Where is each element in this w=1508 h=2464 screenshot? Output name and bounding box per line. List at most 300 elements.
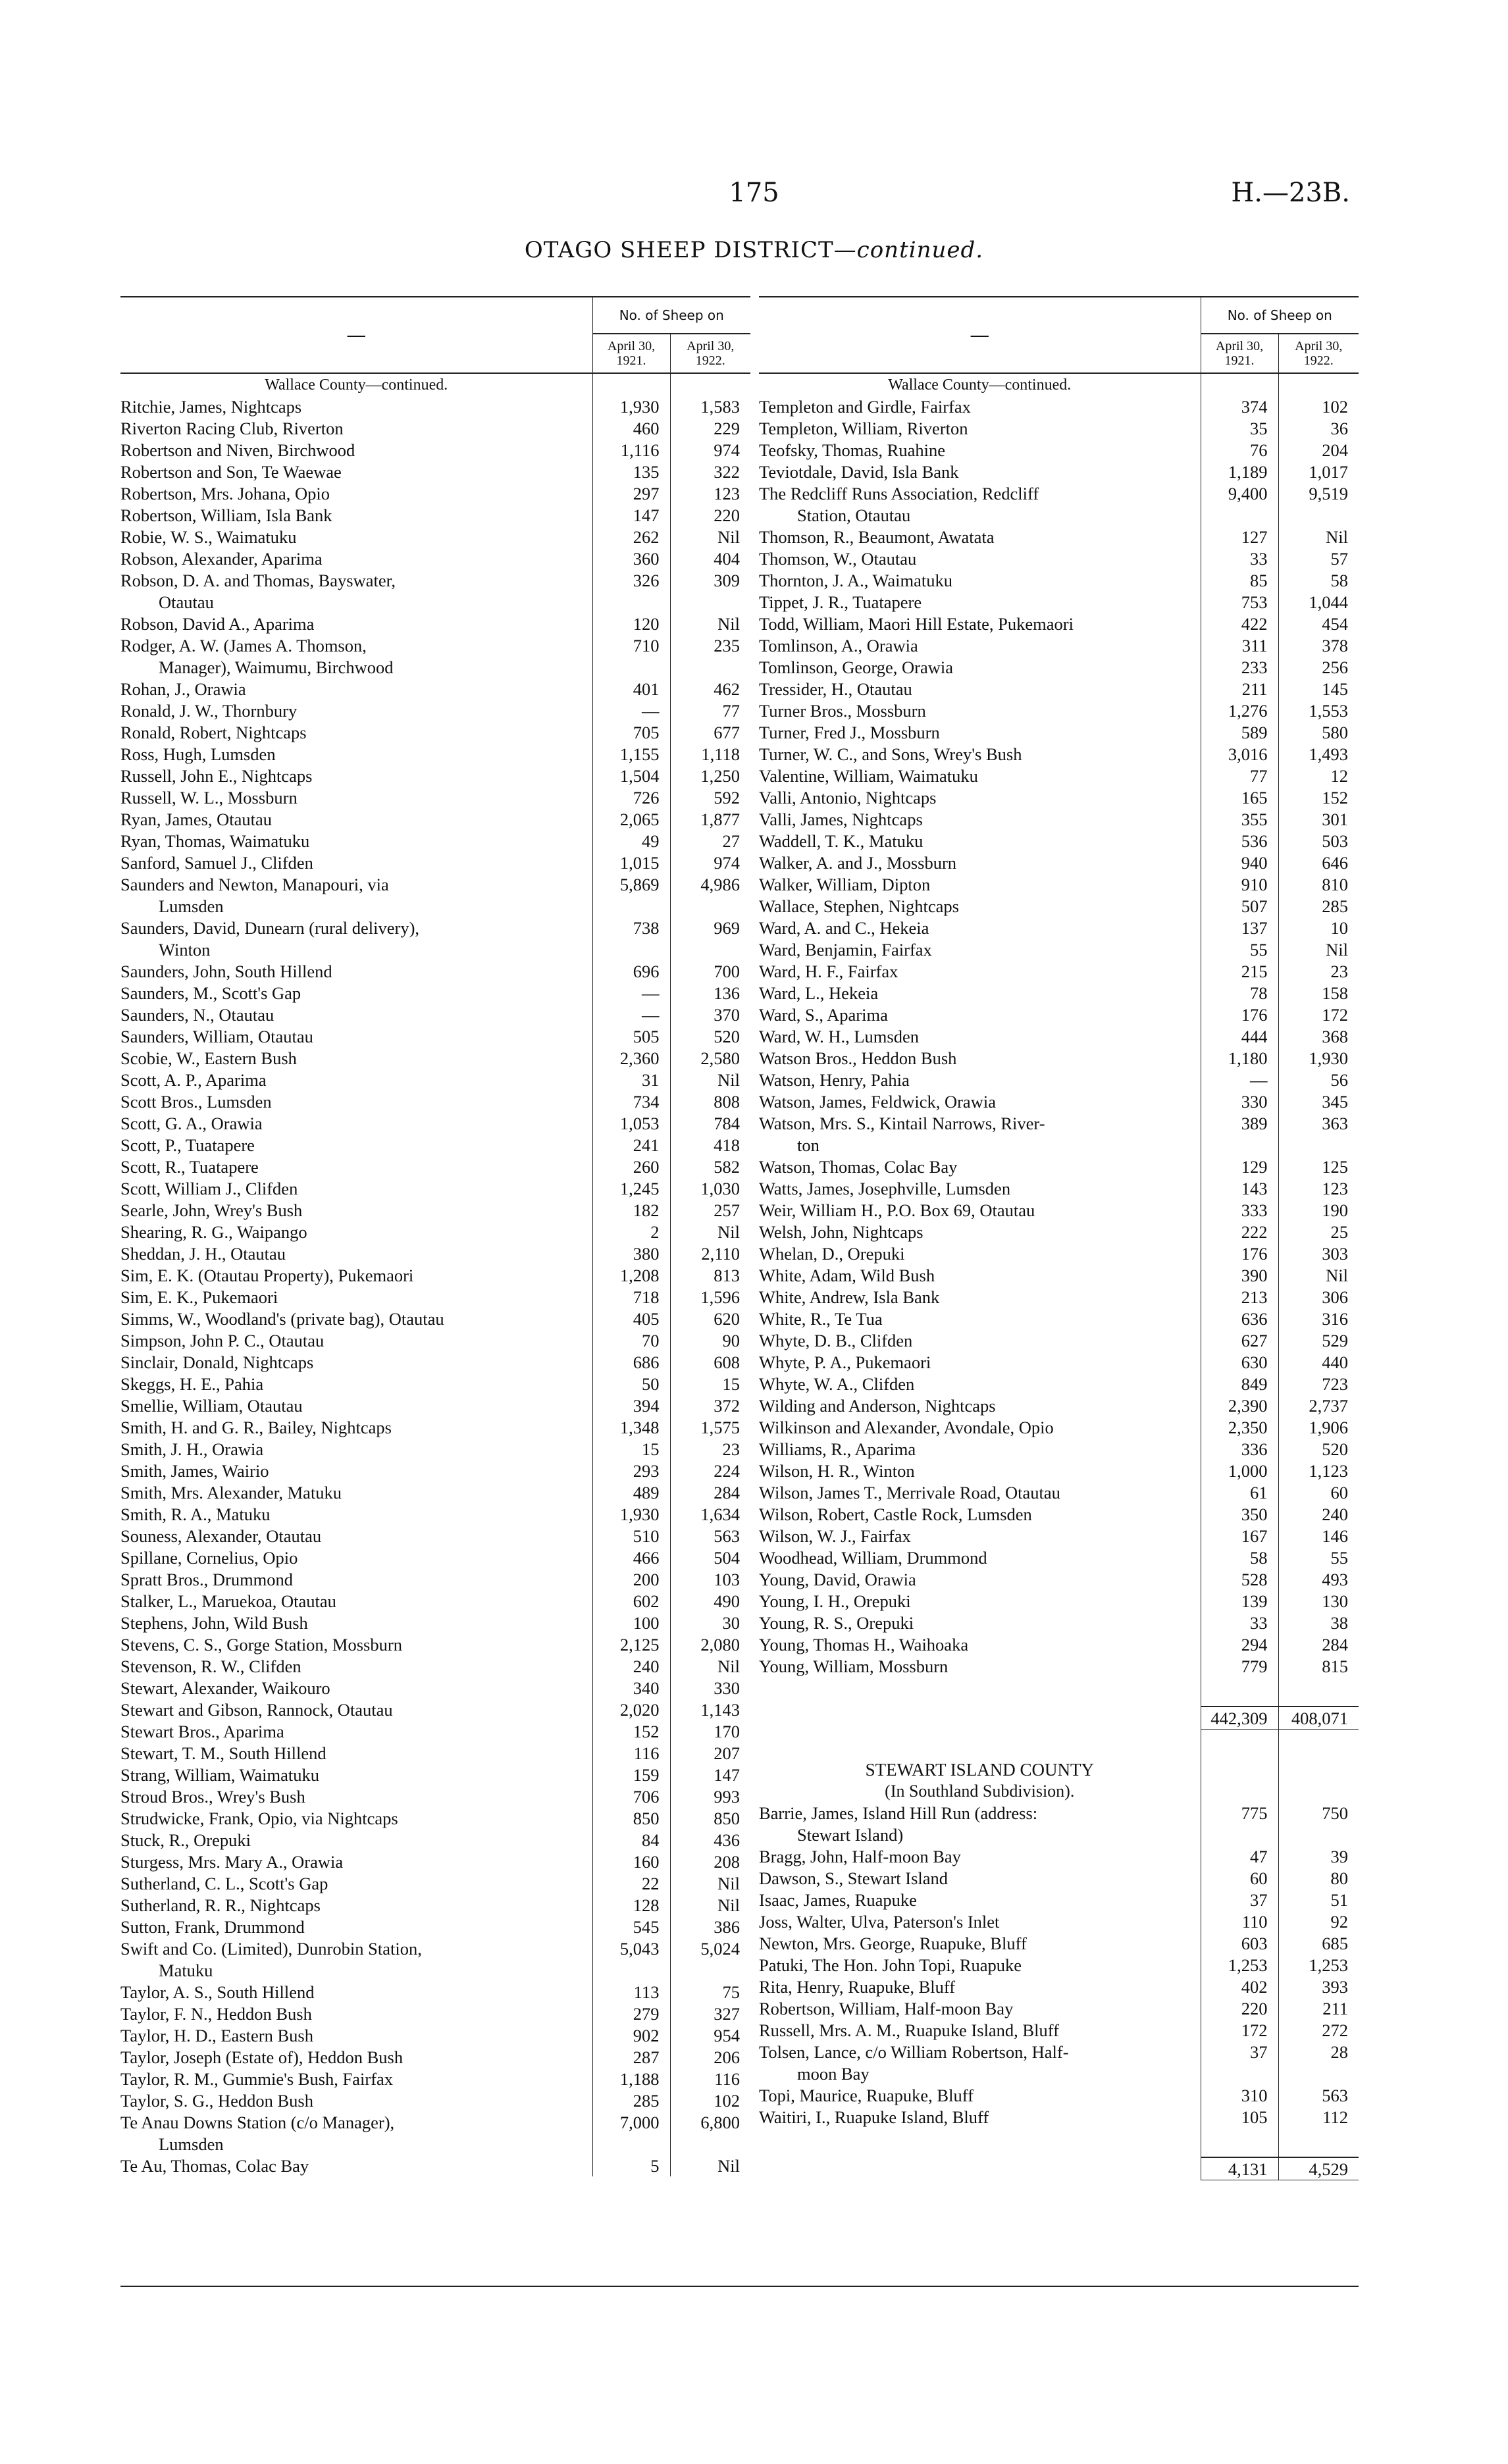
entry-name: Robertson, Mrs. Johana, Opio: [120, 483, 330, 503]
table-row: [759, 1329, 1359, 1351]
entry-name: Tressider, H., Otautau: [759, 679, 912, 699]
entry-name: [759, 1824, 1201, 1845]
sheep-1922: 700: [670, 960, 750, 982]
entry-name: Valli, Antonio, Nightcaps: [759, 787, 937, 808]
entry-name: Watson Bros., Heddon Bush: [759, 1048, 957, 1068]
section-heading-row: [759, 373, 1359, 396]
sheep-1921: 330: [1201, 1091, 1278, 1112]
entry-name: Barrie, James, Island Hill Run (address:: [759, 1803, 1038, 1823]
entry-name-continuation: Matuku: [159, 1960, 213, 1980]
table-row: [120, 1134, 750, 1156]
sheep-1922: 330: [670, 1677, 750, 1699]
table-row: [759, 1221, 1359, 1243]
entry-name: Sim, E. K., Pukemaori: [120, 1287, 278, 1307]
table-row: [120, 1872, 750, 1894]
table-row: [120, 2024, 750, 2046]
entry-name: Valentine, William, Waimatuku: [759, 765, 978, 786]
sheep-1921: 3,016: [1201, 743, 1278, 765]
sheep-1922: 9,519: [1278, 482, 1359, 504]
sheep-1922: [1278, 1730, 1359, 1759]
sheep-1921: 105: [1201, 2106, 1278, 2128]
table-row: [120, 765, 750, 786]
sheep-1922: 685: [1278, 1932, 1359, 1954]
sheep-1922: 1,118: [670, 743, 750, 765]
sheep-1921: 159: [592, 1764, 670, 1785]
sheep-1922: 284: [1278, 1633, 1359, 1655]
sheep-1921: 147: [592, 504, 670, 526]
entry-name: Riverton Racing Club, Riverton: [120, 418, 344, 438]
sheep-1921: 1,504: [592, 765, 670, 786]
table-row: [759, 396, 1359, 417]
entry-name: Young, R. S., Orepuki: [759, 1612, 914, 1633]
sheep-1922: 30: [670, 1612, 750, 1633]
entry-name: Skeggs, H. E., Pahia: [120, 1373, 264, 1394]
left-column: [120, 296, 750, 2176]
table-row: [120, 1438, 750, 1460]
entry-name: Ward, H. F., Fairfax: [759, 961, 898, 981]
sheep-1921: [1201, 373, 1278, 396]
entry-name: Taylor, F. N., Heddon Bush: [120, 2003, 312, 2024]
entry-name: Wilson, James T., Merrivale Road, Otautau: [759, 1482, 1060, 1502]
sheep-1921: —: [592, 982, 670, 1004]
entry-name: Souness, Alexander, Otautau: [120, 1526, 322, 1546]
sheep-1922: 25: [1278, 1221, 1359, 1243]
sheep-1922: 102: [670, 2090, 750, 2111]
sheep-1921: 152: [592, 1720, 670, 1742]
entry-name: Wilkinson and Alexander, Avondale, Opio: [759, 1417, 1054, 1437]
sheep-1921: 589: [1201, 721, 1278, 743]
sheep-1922: 306: [1278, 1286, 1359, 1308]
sheep-1921: —: [592, 1004, 670, 1025]
sheep-1922: 75: [670, 1981, 750, 2003]
entry-name: Sutherland, R. R., Nightcaps: [120, 1895, 321, 1915]
entry-name: White, Andrew, Isla Bank: [759, 1287, 940, 1307]
sheep-1922: 4,986: [670, 873, 750, 895]
sheep-1921: 135: [592, 461, 670, 482]
entry-name: Robson, Alexander, Aparima: [120, 548, 323, 569]
sheep-1922: 57: [1278, 548, 1359, 569]
entry-name-continuation: moon Bay: [797, 2063, 870, 2084]
sheep-1921: 143: [1201, 1177, 1278, 1199]
entry-name: Isaac, James, Ruapuke: [759, 1889, 917, 1910]
table-row: [120, 1785, 750, 1807]
sheep-1921: 128: [592, 1894, 670, 1916]
sheep-1922: Nil: [670, 1655, 750, 1677]
table-row: [759, 678, 1359, 700]
table-row: [759, 1373, 1359, 1395]
table-row: [120, 1112, 750, 1134]
sheep-1921: 100: [592, 1612, 670, 1633]
sheep-1921: 84: [592, 1829, 670, 1851]
sheep-1921: 2,020: [592, 1699, 670, 1720]
sheep-1922: 206: [670, 2046, 750, 2068]
entry-name: Scott Bros., Lumsden: [120, 1091, 272, 1112]
table-row: [759, 461, 1359, 482]
sheep-1921: 394: [592, 1395, 670, 1416]
sheep-1922: 1,017: [1278, 461, 1359, 482]
table-row: [759, 1134, 1359, 1156]
sheep-1921: 507: [1201, 895, 1278, 917]
entry-name: [120, 1959, 592, 1981]
sheep-1921: 545: [592, 1916, 670, 1938]
table-row: [759, 2019, 1359, 2041]
table-row: [120, 417, 750, 439]
entry-name: Scott, A. P., Aparima: [120, 1069, 267, 1090]
table-row: [120, 1742, 750, 1764]
col-1922-header: April 30, 1922.: [670, 334, 750, 373]
sheep-1921: 422: [1201, 613, 1278, 634]
entry-name: Waitiri, I., Ruapuke Island, Bluff: [759, 2107, 989, 2127]
sheep-1922: 370: [670, 1004, 750, 1025]
sheep-1921: 22: [592, 1872, 670, 1894]
sheep-1921: 718: [592, 1286, 670, 1308]
entry-name: Wallace County—continued.: [888, 376, 1072, 394]
table-row: [759, 656, 1359, 678]
table-row: [120, 1612, 750, 1633]
sheep-1921: 49: [592, 830, 670, 852]
sheep-1922: 580: [1278, 721, 1359, 743]
entry-name: Ward, Benjamin, Fairfax: [759, 939, 932, 960]
sheep-1921: 630: [1201, 1351, 1278, 1373]
sheep-1921: 405: [592, 1308, 670, 1329]
sheep-1921: 726: [592, 786, 670, 808]
table-row: [120, 1308, 750, 1329]
sheep-1921: [592, 895, 670, 917]
table-row: [759, 482, 1359, 504]
entry-name: The Redcliff Runs Association, Redcliff: [759, 483, 1039, 503]
sheep-1922: 1,906: [1278, 1416, 1359, 1438]
entry-name: Thomson, W., Otautau: [759, 548, 917, 569]
table-row: [120, 2155, 750, 2176]
sheep-1921: 110: [1201, 1911, 1278, 1932]
sheep-1921: —: [1201, 1069, 1278, 1091]
sheep-1922: 102: [1278, 396, 1359, 417]
entry-name: Tomlinson, A., Orawia: [759, 635, 918, 655]
sheep-1922: 38: [1278, 1612, 1359, 1633]
sheep-1921: 1,930: [592, 1503, 670, 1525]
spacer-row: [759, 1677, 1359, 1707]
sheep-1921: 2,360: [592, 1047, 670, 1069]
entry-name: Young, William, Mossburn: [759, 1656, 949, 1676]
sheep-1921: 686: [592, 1351, 670, 1373]
entry-name: Scott, R., Tuatapere: [120, 1156, 259, 1177]
table-row: [759, 786, 1359, 808]
table-row: [759, 439, 1359, 461]
sheep-1921: 211: [1201, 678, 1278, 700]
sheep-1922: 51: [1278, 1889, 1359, 1911]
spacer-row: [759, 2128, 1359, 2157]
table-row: [120, 1460, 750, 1481]
sheep-1921: 176: [1201, 1243, 1278, 1264]
sheep-1921: 31: [592, 1069, 670, 1091]
sheep-1922: [670, 373, 750, 396]
sheep-1922: 993: [670, 1785, 750, 1807]
table-row: [759, 526, 1359, 548]
sheep-1921: 311: [1201, 634, 1278, 656]
entry-name: Teviotdale, David, Isla Bank: [759, 461, 959, 482]
entry-name: Whyte, W. A., Clifden: [759, 1373, 915, 1394]
table-row: [120, 1004, 750, 1025]
entry-name: Welsh, John, Nightcaps: [759, 1221, 923, 1242]
table-row: [759, 1112, 1359, 1134]
entry-name: Robertson and Niven, Birchwood: [120, 440, 355, 460]
entry-name: Watson, Henry, Pahia: [759, 1069, 910, 1090]
entry-name: Ross, Hugh, Lumsden: [120, 744, 276, 764]
sheep-1922: Nil: [670, 1069, 750, 1091]
table-row: [759, 1976, 1359, 1997]
entry-name: Scobie, W., Eastern Bush: [120, 1048, 297, 1068]
sheep-1922: 563: [670, 1525, 750, 1547]
entry-name: Sinclair, Donald, Nightcaps: [120, 1352, 314, 1372]
sheep-1921: 285: [592, 2090, 670, 2111]
table-row: [759, 2084, 1359, 2106]
sheep-1921: 1,053: [592, 1112, 670, 1134]
sheep-1921: 47: [1201, 1845, 1278, 1867]
table-row: [759, 830, 1359, 852]
sheep-1922: 345: [1278, 1091, 1359, 1112]
table-row: [759, 1308, 1359, 1329]
sheep-1922: 80: [1278, 1867, 1359, 1889]
sheep-1922: 60: [1278, 1481, 1359, 1503]
table-row: [120, 396, 750, 417]
table-row: [120, 1221, 750, 1243]
table-row: [759, 1416, 1359, 1438]
sheep-1922: Nil: [1278, 526, 1359, 548]
right-table-body: [759, 373, 1359, 2180]
table-row: [120, 548, 750, 569]
table-row: [759, 1177, 1359, 1199]
table-row: [120, 504, 750, 526]
table-row: [120, 678, 750, 700]
entry-name: Turner, Fred J., Mossburn: [759, 722, 940, 742]
spacer-row: [759, 1730, 1359, 1759]
sheep-1922: 56: [1278, 1069, 1359, 1091]
table-row: [759, 700, 1359, 721]
sheep-1921: 1,155: [592, 743, 670, 765]
entry-name: Watson, Mrs. S., Kintail Narrows, River-: [759, 1113, 1045, 1133]
table-row: [120, 656, 750, 678]
table-row: [759, 1025, 1359, 1047]
sheep-1921: 636: [1201, 1308, 1278, 1329]
entry-name: Rita, Henry, Ruapuke, Bluff: [759, 1976, 956, 1997]
sheep-1921: 1,180: [1201, 1047, 1278, 1069]
sheep-1921: 4,131: [1201, 2157, 1278, 2180]
sheep-1922: 170: [670, 1720, 750, 1742]
sheep-1921: 176: [1201, 1004, 1278, 1025]
sheep-1922: 284: [670, 1481, 750, 1503]
sheep-1922: 620: [670, 1308, 750, 1329]
table-row: [759, 1069, 1359, 1091]
table-row: [759, 960, 1359, 982]
table-row: [759, 1091, 1359, 1112]
sheep-1921: [592, 373, 670, 396]
table-row: [759, 1286, 1359, 1308]
sheep-1921: 460: [592, 417, 670, 439]
sheep-1922: 92: [1278, 1911, 1359, 1932]
entry-name: Shearing, R. G., Waipango: [120, 1221, 307, 1242]
sheep-1922: 116: [670, 2068, 750, 2090]
entry-name: Saunders, William, Otautau: [120, 1026, 313, 1046]
entry-name: Taylor, A. S., South Hillend: [120, 1982, 315, 2002]
entry-name-continuation: Manager), Waimumu, Birchwood: [159, 657, 394, 677]
sheep-1921: 200: [592, 1568, 670, 1590]
sheep-1922: 677: [670, 721, 750, 743]
entry-name-continuation: Station, Otautau: [797, 505, 911, 525]
table-row: [759, 1460, 1359, 1481]
sheep-1922: 123: [670, 482, 750, 504]
sheep-1922: 2,080: [670, 1633, 750, 1655]
sheep-1922: 303: [1278, 1243, 1359, 1264]
table-row: [120, 1590, 750, 1612]
sheep-1921: —: [592, 700, 670, 721]
table-row: [759, 504, 1359, 526]
table-row: [120, 1807, 750, 1829]
sheep-1921: 5: [592, 2155, 670, 2176]
sheep-1921: 33: [1201, 1612, 1278, 1633]
table-row: [759, 938, 1359, 960]
sheep-1922: [1278, 1134, 1359, 1156]
sheep-1922: 1,044: [1278, 591, 1359, 613]
sheep-1921: 58: [1201, 1547, 1278, 1568]
sheep-1921: 696: [592, 960, 670, 982]
sheep-1921: [1201, 1730, 1278, 1759]
table-row: [759, 1911, 1359, 1932]
sheep-1922: 750: [1278, 1802, 1359, 1824]
entry-name: Stewart, T. M., South Hillend: [120, 1743, 326, 1763]
sheep-1921: 139: [1201, 1590, 1278, 1612]
entry-name: [759, 1707, 1201, 1730]
page-title-main: OTAGO SHEEP DISTRICT—: [524, 237, 857, 263]
sheep-1921: 738: [592, 917, 670, 938]
right-column: [759, 296, 1359, 2180]
entry-name: Stalker, L., Maruekoa, Otautau: [120, 1591, 336, 1611]
sheep-1921: 129: [1201, 1156, 1278, 1177]
table-row: [759, 1438, 1359, 1460]
sheep-1922: 1,634: [670, 1503, 750, 1525]
sheep-1922: 301: [1278, 808, 1359, 830]
table-row: [759, 895, 1359, 917]
sheep-1922: 316: [1278, 1308, 1359, 1329]
sheep-1921: 7,000: [592, 2111, 670, 2133]
sheep-1921: 2,125: [592, 1633, 670, 1655]
sheep-1922: 2,110: [670, 1243, 750, 1264]
sheep-1921: 940: [1201, 852, 1278, 873]
table-row: [759, 1612, 1359, 1633]
sheep-1921: 172: [1201, 2019, 1278, 2041]
sheep-1921: 326: [592, 569, 670, 591]
table-row: [120, 1047, 750, 1069]
sheep-1921: 2,350: [1201, 1416, 1278, 1438]
entry-name: Scott, P., Tuatapere: [120, 1135, 255, 1155]
entry-name: Stuck, R., Orepuki: [120, 1830, 251, 1850]
table-row: [759, 917, 1359, 938]
sheep-1921: 1,015: [592, 852, 670, 873]
sheep-1922: [1278, 1780, 1359, 1802]
sheep-1921: 401: [592, 678, 670, 700]
table-row: [759, 2063, 1359, 2084]
sheep-1922: 146: [1278, 1525, 1359, 1547]
entry-name: Sutherland, C. L., Scott's Gap: [120, 1873, 328, 1893]
sheep-1921: 1,000: [1201, 1460, 1278, 1481]
sheep-1921: 293: [592, 1460, 670, 1481]
sheep-1922: 77: [670, 700, 750, 721]
table-row: [120, 634, 750, 656]
entry-name: Teofsky, Thomas, Ruahine: [759, 440, 945, 460]
sheep-1922: 974: [670, 439, 750, 461]
entry-name: Patuki, The Hon. John Topi, Ruapuke: [759, 1955, 1022, 1975]
entry-name: Templeton and Girdle, Fairfax: [759, 396, 971, 417]
right-sheep-table: [759, 296, 1359, 2180]
entry-name: Smith, J. H., Orawia: [120, 1439, 264, 1459]
sheep-1922: 211: [1278, 1997, 1359, 2019]
table-row: [120, 938, 750, 960]
sheep-1922: Nil: [670, 1894, 750, 1916]
table-row: [120, 1416, 750, 1438]
table-row: [120, 1851, 750, 1872]
table-row: [120, 1764, 750, 1785]
table-row: [120, 461, 750, 482]
entry-name: Robertson, William, Half-moon Bay: [759, 1998, 1014, 2018]
sheep-1922: 520: [1278, 1438, 1359, 1460]
entry-name: Watson, James, Feldwick, Orawia: [759, 1091, 996, 1112]
sheep-1922: 204: [1278, 439, 1359, 461]
sheep-1922: 152: [1278, 786, 1359, 808]
sheep-1921: 850: [592, 1807, 670, 1829]
sheep-1922: 4,529: [1278, 2157, 1359, 2180]
entry-name: Tomlinson, George, Orawia: [759, 657, 953, 677]
sheep-1921: 78: [1201, 982, 1278, 1004]
sheep-1921: 127: [1201, 526, 1278, 548]
entry-name: (In Southland Subdivision).: [885, 1781, 1075, 1801]
sheep-1922: 503: [1278, 830, 1359, 852]
sheep-1922: 125: [1278, 1156, 1359, 1177]
sheep-1922: 309: [670, 569, 750, 591]
entry-name: Robson, D. A. and Thomas, Bayswater,: [120, 570, 396, 590]
sheep-1921: 1,245: [592, 1177, 670, 1199]
sheep-1921: 705: [592, 721, 670, 743]
table-row: [120, 1916, 750, 1938]
sheep-1922: 784: [670, 1112, 750, 1134]
sheep-1922: Nil: [1278, 1264, 1359, 1286]
table-row: [759, 417, 1359, 439]
sheep-1922: 1,583: [670, 396, 750, 417]
sheep-1922: 327: [670, 2003, 750, 2024]
table-row: [759, 1547, 1359, 1568]
col-1921-header: April 30, 1921.: [1201, 334, 1278, 373]
table-row: [120, 2046, 750, 2068]
table-row: [120, 1938, 750, 1959]
table-row: [759, 1351, 1359, 1373]
entry-name: Robson, David A., Aparima: [120, 613, 315, 634]
entry-name: Taylor, H. D., Eastern Bush: [120, 2025, 313, 2045]
sheep-1922: 1,553: [1278, 700, 1359, 721]
sheep-1921: 233: [1201, 656, 1278, 678]
sheep-1921: 910: [1201, 873, 1278, 895]
table-row: [120, 1525, 750, 1547]
sheep-1922: 220: [670, 504, 750, 526]
table-row: [759, 2041, 1359, 2063]
sheep-1921: [592, 1959, 670, 1981]
sheep-1921: 165: [1201, 786, 1278, 808]
entry-name: Stewart Bros., Aparima: [120, 1721, 284, 1741]
table-row: [120, 1633, 750, 1655]
table-row: [120, 873, 750, 895]
table-row: [759, 1395, 1359, 1416]
entry-name: Stewart and Gibson, Rannock, Otautau: [120, 1699, 393, 1720]
sheep-1922: [1278, 2128, 1359, 2157]
sheep-1921: 213: [1201, 1286, 1278, 1308]
total-row: [759, 1707, 1359, 1730]
